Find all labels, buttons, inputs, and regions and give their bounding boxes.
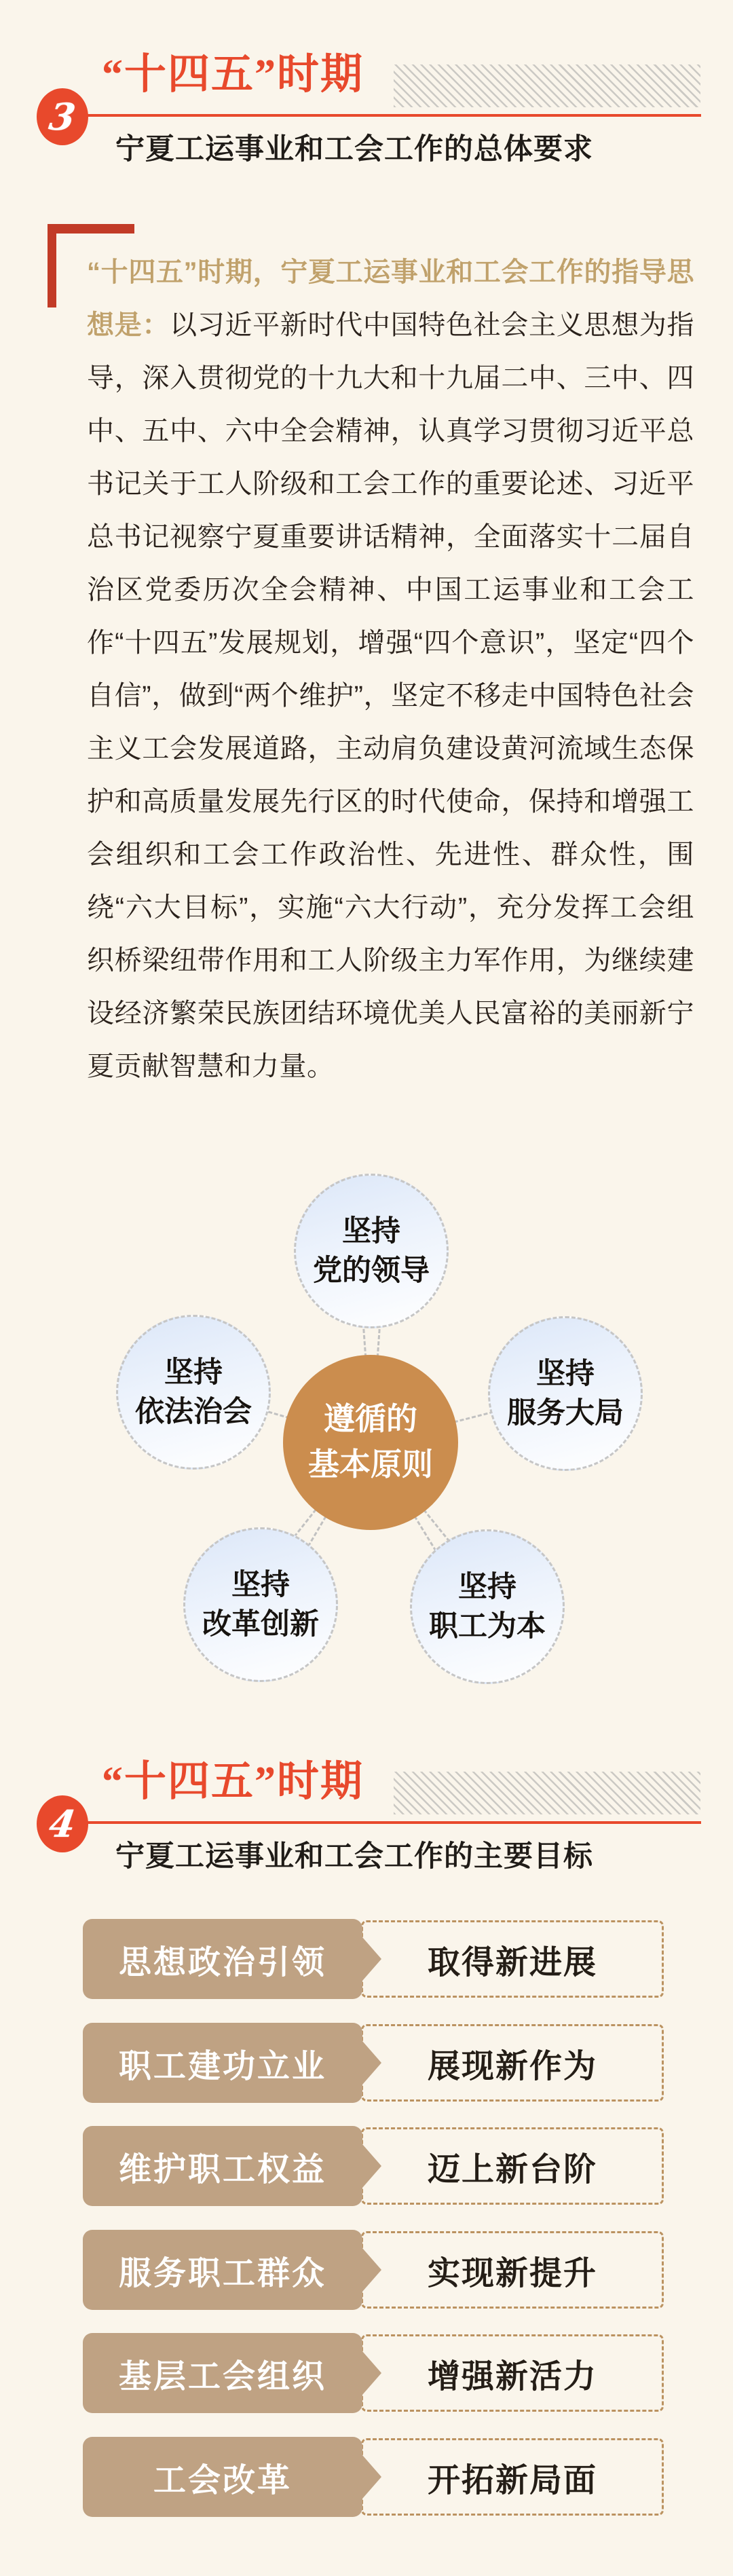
goal-label-tab: 维护职工权益 — [83, 2126, 362, 2206]
goal-result-box: 展现新作为 — [361, 2024, 664, 2102]
section4-number: 4 — [46, 1802, 79, 1846]
principle-node-worker-centered — [410, 1529, 565, 1684]
node-line1: 坚持 — [342, 1214, 400, 1248]
goal-result-box: 开拓新局面 — [361, 2438, 664, 2516]
section3-header — [0, 41, 733, 183]
node-line1: 坚持 — [458, 1570, 516, 1603]
section3-subtitle: 宁夏工运事业和工会工作的总体要求 — [115, 133, 593, 166]
goal-result-box: 实现新提升 — [361, 2231, 664, 2309]
goal-row-worker-achievement — [83, 2023, 664, 2103]
goal-row-grassroots-unions — [83, 2333, 664, 2413]
diagram-center-basic-principles — [283, 1355, 458, 1530]
node-line2: 党的领导 — [313, 1254, 430, 1287]
principle-node-serve-overall — [488, 1316, 643, 1471]
section4-number-badge — [37, 1795, 88, 1852]
goal-label-tab: 基层工会组织 — [83, 2333, 362, 2413]
node-line2: 改革创新 — [202, 1608, 319, 1641]
node-line1: 坚持 — [536, 1357, 595, 1390]
section3-title: “十四五”时期 — [102, 52, 364, 98]
goal-label-tab: 职工建功立业 — [83, 2023, 362, 2103]
diagonal-hatch-decoration — [394, 1772, 700, 1814]
diagonal-hatch-decoration — [394, 64, 700, 107]
section4-title: “十四五”时期 — [102, 1759, 364, 1805]
center-line2: 基本原则 — [308, 1447, 433, 1482]
section4-header — [0, 1748, 733, 1890]
goal-row-ideological-leadership — [83, 1919, 664, 1999]
principle-node-reform-innovation — [183, 1527, 338, 1682]
section4-subtitle: 宁夏工运事业和工会工作的主要目标 — [115, 1840, 593, 1873]
quote-bracket-vertical — [48, 224, 56, 307]
node-line1: 坚持 — [164, 1356, 223, 1389]
paragraph-body: 以习近平新时代中国特色社会主义思想为指导，深入贯彻党的十九大和十九届二中、三中、四中、五中、六中全会精神，认真学习贯彻习近平总书记关于工人阶级和工会工作的重要论述、习近平总书记视察宁夏重要讲话精神，全面落实十二届自治区党委历次全会精神、中国工运事业和工会工作“十四五”发展规划，增强“四个意识”，坚定“四个自信”，做到“两个维护”，坚定不移走中国特色社会主义工会发展道路，主动肩负建设黄河流域生态保护和高质量发展先行区的时代使命，保持和增强工会组织和工会工作政治性、先进性、群众性，围绕“六大目标”，实施“六大行动”，充分发挥工会组织桥梁纽带作用和工人阶级主力军作用，为继续建设经济繁荣民族团结环境优美人民富裕的美丽新宁夏贡献智慧和力量。 — [87, 310, 695, 1081]
principle-node-rule-of-law — [116, 1315, 271, 1470]
section-divider-line — [68, 114, 701, 117]
goal-row-serving-workers — [83, 2230, 664, 2310]
goal-result-box: 增强新活力 — [361, 2334, 664, 2412]
paragraph-lead: “十四五”时期，宁夏工运事业和工会工作的指导思想是： — [87, 257, 694, 340]
node-line2: 服务大局 — [507, 1397, 624, 1430]
section-divider-line — [68, 1821, 701, 1824]
goal-label-tab: 服务职工群众 — [83, 2230, 362, 2310]
quote-bracket-horizontal — [48, 224, 134, 234]
node-line2: 依法治会 — [135, 1396, 252, 1428]
section3-number: 3 — [46, 95, 79, 138]
section3-number-badge — [37, 88, 88, 145]
center-line1: 遵循的 — [324, 1402, 417, 1437]
guiding-ideology-paragraph — [87, 246, 694, 1093]
principle-node-party-leadership — [294, 1174, 449, 1328]
goal-row-union-reform — [83, 2437, 664, 2517]
goal-label-tab: 思想政治引领 — [83, 1919, 362, 1999]
goal-result-box: 取得新进展 — [361, 1920, 664, 1998]
node-line2: 职工为本 — [429, 1610, 546, 1643]
goal-label-tab: 工会改革 — [83, 2437, 362, 2517]
node-line1: 坚持 — [231, 1568, 290, 1601]
goal-row-rights-protection — [83, 2126, 664, 2206]
goal-result-box: 迈上新台阶 — [361, 2127, 664, 2205]
